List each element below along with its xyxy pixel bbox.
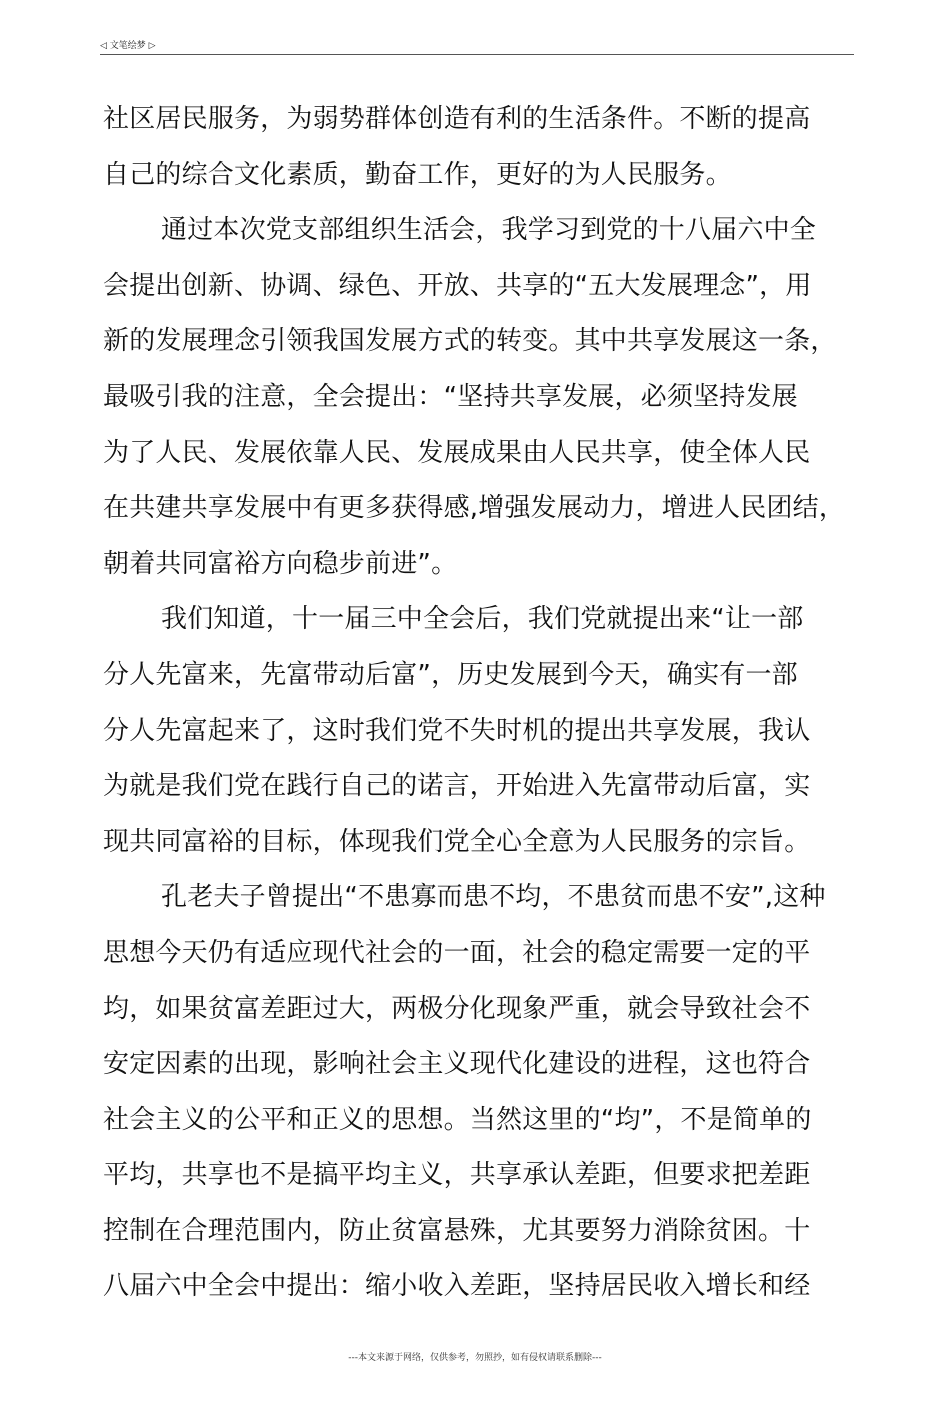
text-line: 思想今天仍有适应现代社会的一面，社会的稳定需要一定的平 [103,937,811,968]
paragraph-start-line: 通过本次党支部组织生活会，我学习到党的十八届六中全 [161,215,817,246]
text-line: 最吸引我的注意，全会提出：“坚持共享发展，必须坚持发展 [103,381,798,412]
text-line: 为就是我们党在践行自己的诺言，开始进入先富带动后富，实 [103,771,811,802]
text-line: 新的发展理念引领我国发展方式的转变。其中共享发展这一条， [103,326,837,357]
text-line: 会提出创新、协调、绿色、开放、共享的“五大发展理念”，用 [103,270,812,301]
paragraph-start-line: 我们知道，十一届三中全会后，我们党就提出来“让一部 [161,604,804,635]
text-line: 朝着共同富裕方向稳步前进”。 [103,548,458,579]
page-footer: ---本文来源于网络，仅供参考，勿照抄，如有侵权请联系删除--- [348,1353,602,1363]
page-header [100,40,854,55]
text-line: 控制在合理范围内，防止贫富悬殊，尤其要努力消除贫困。十 [103,1215,811,1246]
text-line: 安定因素的出现，影响社会主义现代化建设的进程，这也符合 [103,1049,811,1080]
text-line: 在共建共享发展中有更多获得感,增强发展动力，增进人民团结， [103,493,846,524]
header-logo: ◁ 文笔绘梦 ▷ [100,41,156,51]
text-line: 为了人民、发展依靠人民、发展成果由人民共享，使全体人民 [103,437,811,468]
text-line: 社区居民服务，为弱势群体创造有利的生活条件。不断的提高 [103,104,811,134]
document-body [103,92,883,1315]
text-line: 平均，共享也不是搞平均主义，共享承认差距，但要求把差距 [103,1160,811,1191]
text-line: 均，如果贫富差距过大，两极分化现象严重，就会导致社会不 [103,993,811,1024]
text-line: 现共同富裕的目标，体现我们党全心全意为人民服务的宗旨。 [103,826,811,857]
text-line: 八届六中全会中提出：缩小收入差距，坚持居民收入增长和经 [103,1271,811,1302]
text-line: 分人先富来，先富带动后富”，历史发展到今天，确实有一部 [103,659,798,690]
paragraph-start-line: 孔老夫子曾提出“不患寡而患不均，不患贫而患不安”,这种 [161,882,826,913]
text-line: 分人先富起来了，这时我们党不失时机的提出共享发展，我认 [103,715,811,746]
text-line: 自己的综合文化素质，勤奋工作，更好的为人民服务。 [103,159,732,190]
text-line: 社会主义的公平和正义的思想。当然这里的“均”，不是简单的 [103,1104,812,1135]
